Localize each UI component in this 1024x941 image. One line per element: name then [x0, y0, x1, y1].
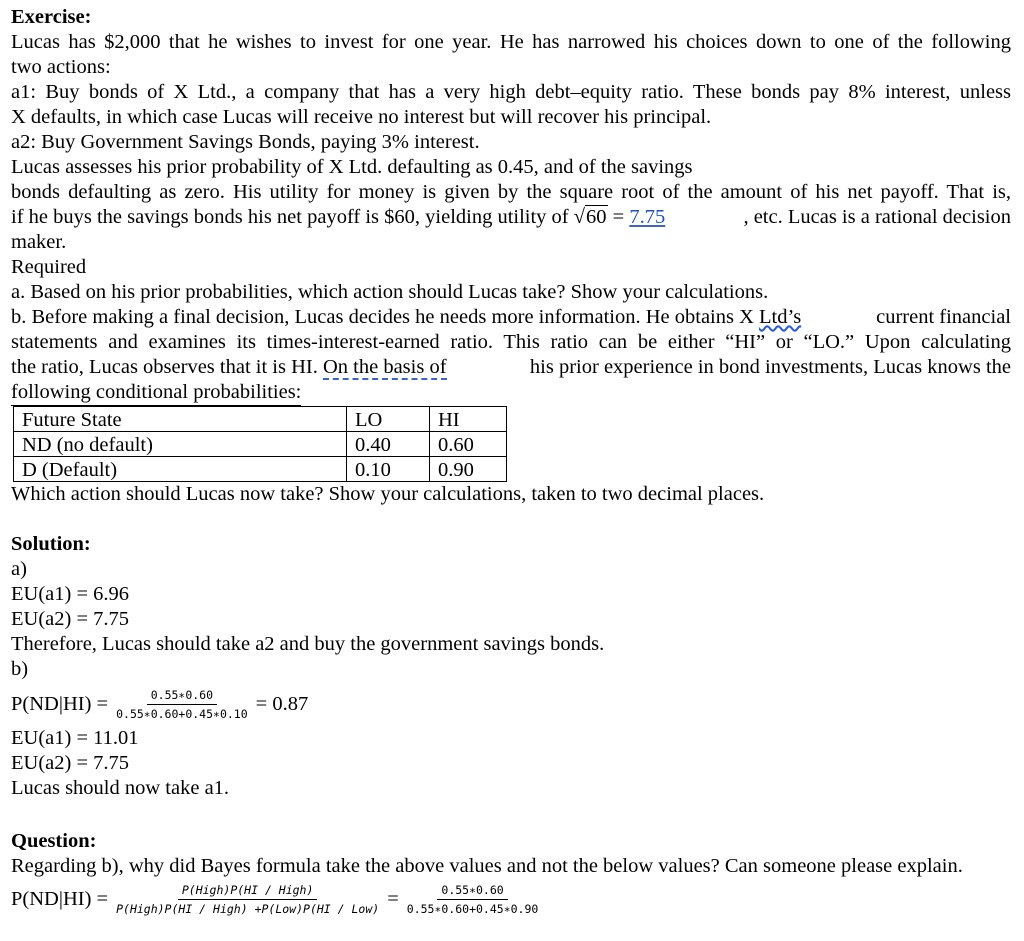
question-heading: Question: [11, 830, 97, 852]
solution-part-a-label: a) [11, 558, 27, 580]
question-b-final-line: Which action should Lucas now take? Show your calculations, taken to two decimal places. [11, 483, 765, 505]
square-root-expression [574, 205, 608, 230]
utility-value-link[interactable]: 7.75 [629, 206, 666, 228]
exercise-paragraph-line: two actions: [11, 56, 111, 78]
exercise-heading: Exercise: [11, 6, 92, 28]
action-a2-line: a2: Buy Government Savings Bonds, paying 3% interest. [11, 131, 480, 153]
question-a: a. Based on his prior probabilities, which action should Lucas take? Show your calculations. [11, 281, 769, 303]
required-label: Required [11, 256, 87, 278]
table-cell: LO [347, 407, 430, 432]
equals-sign: = [387, 887, 399, 910]
bayes-formula-fraction [112, 883, 383, 916]
posterior-equation [11, 682, 1011, 726]
utility-line: bonds defaulting as zero. His utility for money is given by the square root of the amount of his net payoff. That is, [11, 181, 1011, 203]
exercise-paragraph-line: Lucas has $2,000 that he wishes to invest for one year. He has narrowed his choices down to one of the following [11, 31, 1011, 53]
solution-part-b-label: b) [11, 658, 29, 680]
question-b-line [11, 355, 1011, 380]
question-b-text: the ratio, Lucas observes that it is HI. [11, 356, 323, 378]
expected-utility-a1: EU(a1) = 6.96 [11, 583, 130, 605]
fraction-denominator: 0.55∗0.60+0.45∗0.10 [116, 706, 248, 721]
table-row [14, 457, 507, 482]
question-b-text-end: his prior experience in bond investments, Lucas knows the [529, 356, 1011, 378]
fraction-numerator: P(High)P(HI / High) [178, 883, 318, 900]
utility-example-line [11, 205, 1011, 230]
table-header-row [14, 407, 507, 432]
solution-a-conclusion: Therefore, Lucas should take a2 and buy the government savings bonds. [11, 633, 605, 655]
question-b-line [11, 305, 1011, 330]
equation-rhs: = 0.87 [255, 692, 309, 715]
expected-utility-a1-updated: EU(a1) = 11.01 [11, 727, 139, 749]
question-b-text: b. Before making a final decision, Lucas decides he needs more information. He obtains X [11, 306, 760, 328]
square-root-sign: √ [573, 206, 586, 228]
bayes-values-fraction [403, 883, 543, 916]
table-cell: 0.10 [347, 457, 430, 482]
solution-heading: Solution: [11, 533, 91, 555]
equation-lhs: P(ND|HI) = [11, 887, 109, 910]
square-root-argument: 60 [586, 206, 607, 228]
expected-utility-a2-updated: EU(a2) = 7.75 [11, 752, 130, 774]
question-text: Regarding b), why did Bayes formula take the above values and not the below values? Can someone please explain. [11, 855, 963, 877]
fraction-denominator: P(High)P(HI / High) +P(Low)P(HI / Low) [116, 901, 380, 916]
table-cell: Future State [14, 407, 347, 432]
action-a1-line: X defaults, in which case Lucas will receive no interest but will recover his principal. [11, 106, 712, 128]
utility-text-end: , etc. Lucas is a rational decision [743, 206, 1011, 228]
table-row [14, 432, 507, 457]
table-cell: HI [430, 407, 507, 432]
equation-lhs: P(ND|HI) = [11, 692, 109, 715]
question-b-text-end: current financial [876, 306, 1011, 328]
fraction-denominator: 0.55∗0.60+0.45∗0.90 [406, 901, 539, 916]
utility-text: if he buys the savings bonds his net payoff is $60, yielding utility of [11, 206, 574, 228]
table-cell: ND (no default) [14, 432, 347, 457]
posterior-fraction [112, 688, 252, 721]
table-cell: 0.60 [430, 432, 507, 457]
table-cell: D (Default) [14, 457, 347, 482]
prior-probability-line: Lucas assesses his prior probability of X Ltd. defaulting as 0.45, and of the savings [11, 156, 693, 178]
fraction-numerator: 0.55∗0.60 [147, 688, 217, 705]
table-cell: 0.40 [347, 432, 430, 457]
fraction-numerator: 0.55∗0.60 [437, 883, 507, 900]
spellcheck-word[interactable]: Ltd’s [759, 306, 802, 328]
utility-line-end: maker. [11, 231, 67, 253]
table-cell: 0.90 [430, 457, 507, 482]
equals-sign: = [607, 206, 630, 228]
conditional-probability-table [13, 406, 507, 482]
bayes-equation [11, 879, 1011, 919]
question-b-line: following conditional probabilities: [11, 380, 301, 406]
expected-utility-a2: EU(a2) = 7.75 [11, 608, 130, 630]
action-a1-line: a1: Buy bonds of X Ltd., a company that has a very high debt–equity ratio. These bonds pay 8% interest, unless [11, 81, 1011, 103]
solution-b-conclusion: Lucas should now take a1. [11, 777, 230, 799]
question-b-line: statements and examines its times-interest-earned ratio. This ratio can be either “HI” or “LO.” Upon calculating [11, 331, 1011, 353]
document-page [11, 5, 1011, 919]
grammar-marked-phrase[interactable]: On the basis of [322, 356, 447, 378]
